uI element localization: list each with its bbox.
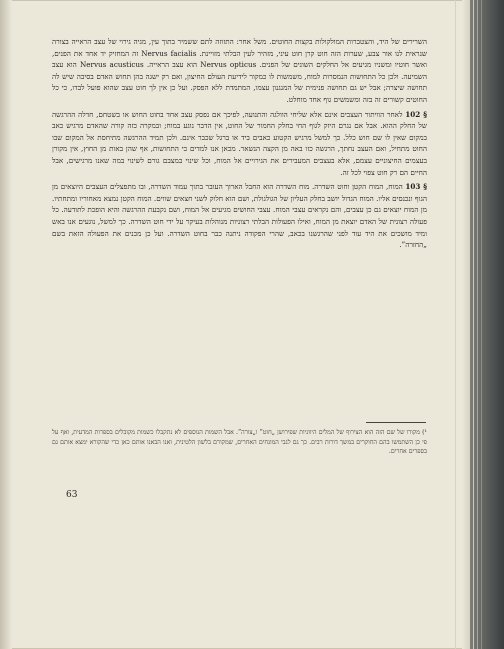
section-number: § 102 <box>405 109 427 119</box>
paragraph <box>52 36 427 106</box>
main-text-block <box>52 36 427 254</box>
footnote-rule <box>366 422 426 423</box>
paragraph-text: השרירים של היד, והצטברות המולקולות בקצות החוטים. משל אחר: התזוזה לתם ששמיר בתוך עין, מגיה גירוי של עצב הראייה בצורה שנראית לנו אור צבע, שערות הזה חוט קרן חוט עיני, מזהיר לעין הבלתי מזויינת. Nervus facialis זה המחזיק יד אחד את הפנים, ואשר חוטיו ומשניו מגיעים אל החלקים השונים של הפנים. Nervus opticus הוא עצב הראייה. Nervus acusticus הוא עצב השמיעה. ולכן כל התחושות הנמסרות למוח, משמשות לו כמקור לידיעת העולם החיצון, ואם רק ישגה בהן תחוש האדם בסיבה שיש לה תחושה שיצרה; אבל יש גם תחושה פנימית של המנגנון עצמו, המתמדת ללא הפסק. ועל כן אין לך חוט עצב שהוא פועל לבדו, כי כל החוטים קשורים זה בזה ומשמשים גוף אחד מוחלט. <box>52 37 428 104</box>
book-edge-background <box>470 0 504 649</box>
footnote: ¹) מקורו של שם הזה הוא הצירוף של המלים היווניות שפירושן „חוט” ו„צורה”. אבל השמות הנוספים לא נתקבלו כשמות מקובלים בספרות המדעית, ואף על פי כן השתמשו בהם החוקרים במשך דורות רבים. כך גם לגבי המונחים האחרים, שמקורם בלשון הלטינית, ואנו הבאנו אותם כאן כדי שהקורא ימצא אותם גם בספרים אחרים. <box>52 429 427 456</box>
paragraph <box>52 109 427 179</box>
paragraph-text: המוח, המוח הקטן וחוט השדרה. מוח השדרה הוא החבל הארוך העובר בתוך עמוד השדרה, ובו מתפצלים העצבים היוצאים מן הגוף ונכנסים אליו. המוח הגדול יושב בחלק העליון של הגולגולת, ושם הוא חלוק לשני חצאים שווים. המוח הקטן נמצא מאחוריו ומתחתיו. מן המוח יוצאים גם כן עצבים, והם נקראים עצבי המוח. עצבי החושים מגיעים אל המוח, ושם נקבעת ההרגשה והיא הופכת לתודעה. כל פעולה רצונית של האדם יוצאת מן המוח, ואילו הפעולות הבלתי רצוניות מנוהלות בעיקר על ידי חוט השדרה. כך למשל, נוגעים אנו באש ומיד מושכים את היד עוד לפני שהרגשנו בכאב, שהרי הפקודה ניתנה כבר בחוט השדרה. ועל כן מכנים את הפעולה הזאת בשם „החזרה”. <box>52 182 427 250</box>
paragraph <box>52 181 427 251</box>
paragraph-text: לאחר הוויתור העצבים אינם אלא שליחי הוולגה והתנועה, לפיכך אם נפסק עצב אחד בחוט החוש או בשטחם, חדלה ההרגשה של החלק ההוא. אבל אם נגרם היזק לגוף החי בחלק החמור של החוט, אין הדבר נוגע במוח; ובמקרה כזה קורה שהאדם מרגיש כאב במקום שאין לו שם חוש כלל. כך למשל מרגיש הקטוע כאבים ביד או ברגל שכבר אינם. ולכן תמיד ההרגשה מתיחסת אל המקום שבו החוט מתחיל, ואם העצב נחתך, הרגשה כזו באה מן הקצה הנשאר. מכאן אנו למדים כי התחושות, אף שהן באות מן החוץ, אין מקורן בעצמים החיצוניים עצמם, אלא בעצבים המעבירים את הגירויים אל המוח, וכל שינוי במצבם גורם לשינוי במה שאנו מרגישים, אבל החיים הם רק חוט צפוי לכל זה. <box>52 109 427 177</box>
page-margin-ruler <box>455 0 470 649</box>
section-number: § 103 <box>405 182 427 192</box>
page-number: 63 <box>66 490 78 500</box>
